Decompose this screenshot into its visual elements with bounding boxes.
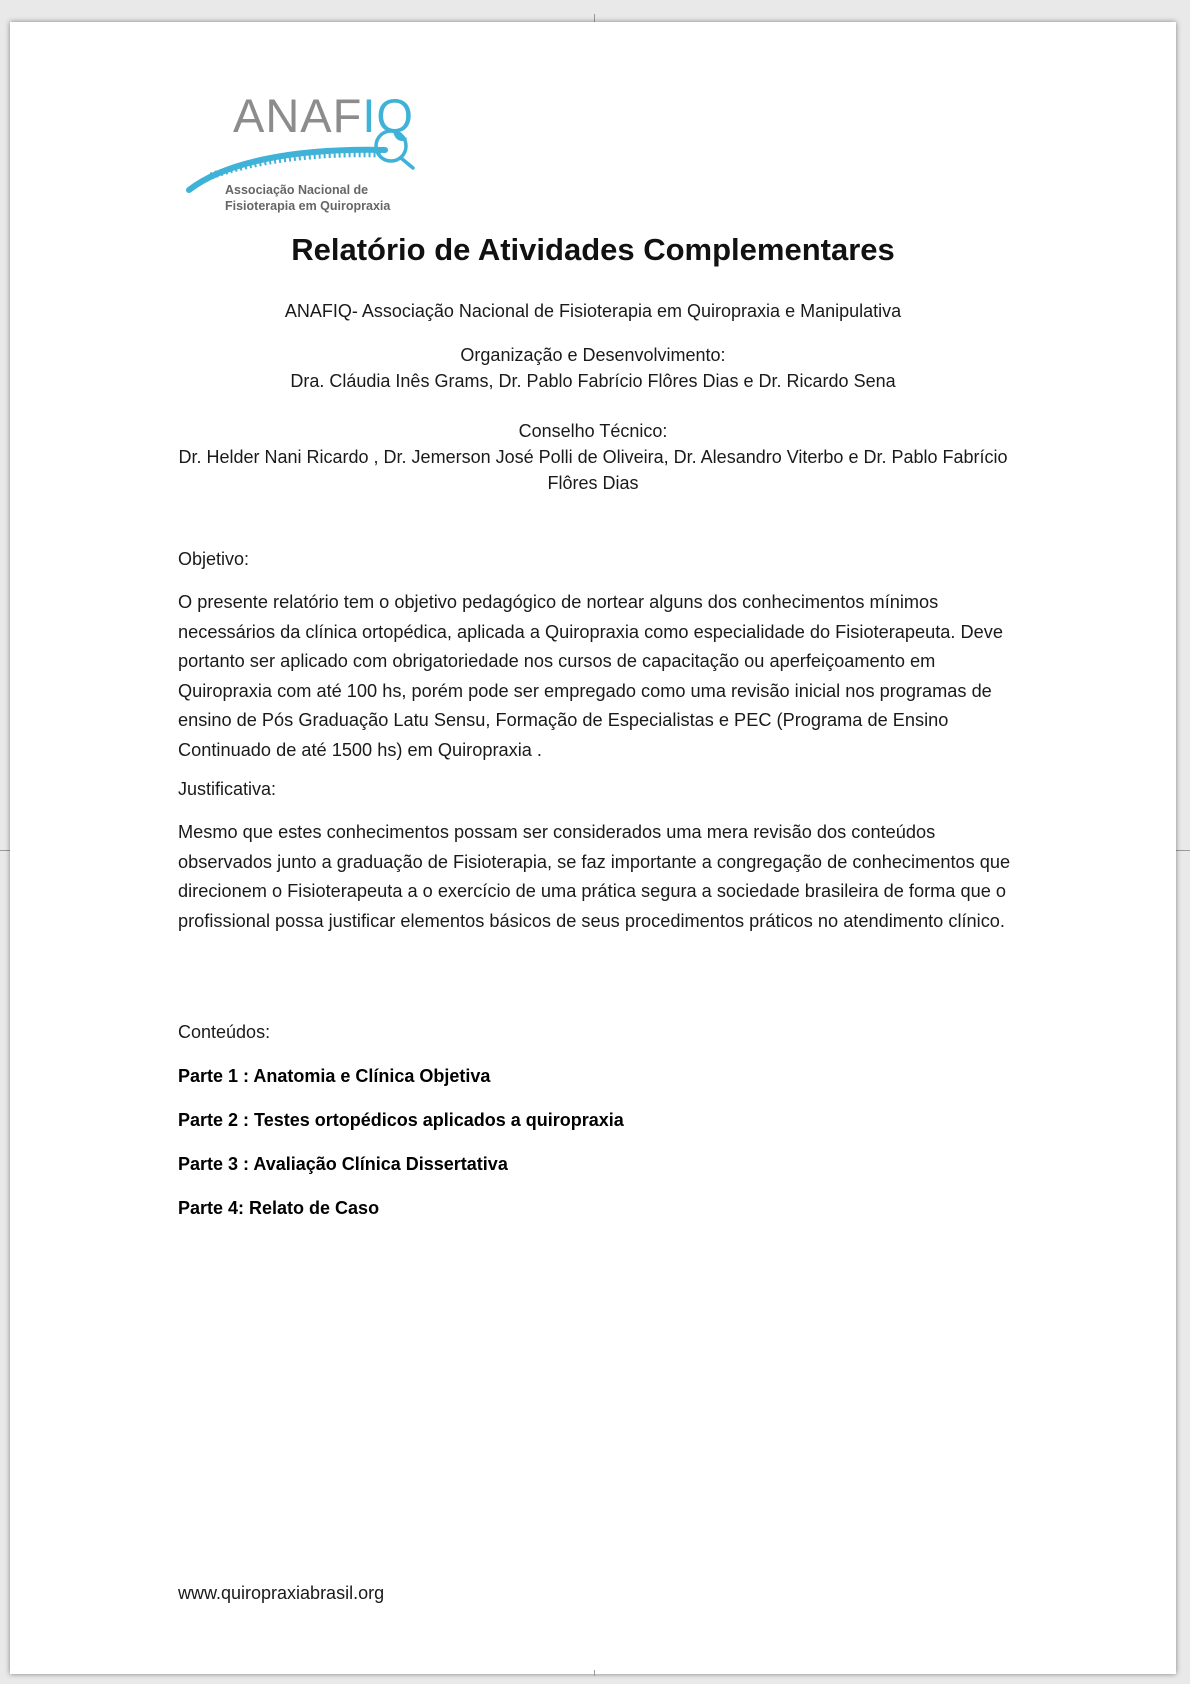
contents-heading: Conteúdos: [178, 1022, 271, 1042]
organization-block [160, 342, 1026, 394]
content-part-2: Parte 2 : Testes ortopédicos aplicados a quiropraxia [178, 1110, 624, 1130]
footer-url: www.quiropraxiabrasil.org [178, 1583, 385, 1603]
document-page [10, 22, 1176, 1674]
content-part-3: Parte 3 : Avaliação Clínica Dissertativa [178, 1154, 508, 1174]
justification-heading: Justificativa: [178, 779, 277, 799]
council-names: Dr. Helder Nani Ricardo , Dr. Jemerson José Polli de Oliveira, Dr. Alesandro Viterbo e Dr. Pablo Fabrício Flôres Dias [178, 447, 1008, 493]
organization-names: Dra. Cláudia Inês Grams, Dr. Pablo Fabrício Flôres Dias e Dr. Ricardo Sena [290, 371, 896, 391]
crop-mark-bottom [594, 1670, 595, 1676]
content-part-4: Parte 4: Relato de Caso [178, 1198, 380, 1218]
logo-wordmark: ANAFIQ [233, 89, 414, 142]
objective-text: O presente relatório tem o objetivo pedagógico de nortear alguns dos conhecimentos mínimos necessários da clínica ortopédica, aplicada a Quiropraxia como especialidade do Fisioterapeuta. Deve portanto ser aplicado com obrigatoriedade nos cursos de capacitação ou aperfeiçoamento em Quiropraxia com até 100 hs, porém pode ser empregado como uma revisão inicial nos programas de ensino de Pós Graduação Latu Sensu, Formação de Especialistas e PEC (Programa de Ensino Continuado de até 1500 hs) em Quiropraxia . [178, 592, 1003, 760]
objective-heading: Objetivo: [178, 549, 250, 569]
content-part-1: Parte 1 : Anatomia e Clínica Objetiva [178, 1066, 491, 1086]
association-line: ANAFIQ- Associação Nacional de Fisioterapia em Quiropraxia e Manipulativa [284, 301, 902, 321]
logo-subtitle: Associação Nacional de Fisioterapia em Quiropraxia [225, 183, 391, 213]
crop-mark-right [1176, 850, 1190, 851]
document-title: Relatório de Atividades Complementares [291, 232, 895, 267]
council-label: Conselho Técnico: [518, 421, 668, 441]
anafiq-logo [185, 88, 425, 218]
council-block [153, 418, 1033, 496]
justification-text: Mesmo que estes conhecimentos possam ser considerados uma mera revisão dos conteúdos observados junto a graduação de Fisioterapia, se faz importante a congregação de conhecimentos que direcionem o Fisioterapeuta a o exercício de uma prática segura a sociedade brasileira de forma que o profissional possa justificar elementos básicos de seus procedimentos práticos no atendimento clínico. [178, 822, 1011, 931]
organization-label: Organização e Desenvolvimento: [460, 345, 726, 365]
